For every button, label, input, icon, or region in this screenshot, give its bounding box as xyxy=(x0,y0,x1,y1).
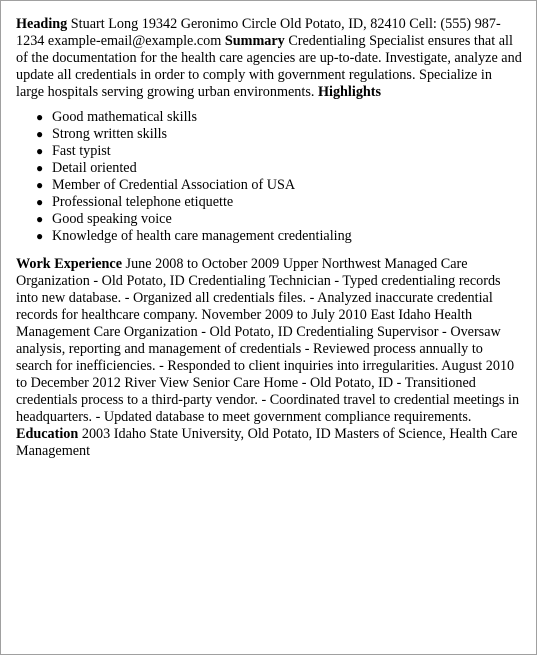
summary-label: Summary xyxy=(224,33,285,49)
highlights-label: Highlights xyxy=(317,84,382,100)
list-item: ● Fast typist xyxy=(36,143,111,159)
list-item: ● Good speaking voice xyxy=(36,211,172,227)
experience-text: June 2008 to October 2009 Upper Northwest Managed Care Organization - Old Potato, ID Credentialing Technician - Typed credentialing records into new database. - Organized all credentials files. - Analyzed inaccurate credential records for healthcare company. November 2009 to July 2010 East Idaho Health Management Care Organization - Old Potato, ID Credentialing Supervisor - Oversaw analysis, reporting and management of credentials - Reviewed process annually to search for inefficiencies. - Responded to client inquiries into irregularities. August 2010 to December 2012 River View Senior Care Home - Old Potato, ID - Transitioned credentials process to a third-party vendor. - Coordinated travel to credential meetings in headquarters. - Updated database to meet government compliance requirements. xyxy=(16,256,520,425)
education-label: Education xyxy=(16,426,79,442)
list-item: ● Good mathematical skills xyxy=(36,109,197,125)
list-item: ● Strong written skills xyxy=(36,126,168,142)
header-section xyxy=(16,16,522,101)
bullet-icon: ● xyxy=(36,212,44,226)
summary-text: Credentialing Specialist ensures that all of the documentation for the health care agencies are up-to-date. Investigate, analyze and update all credentials in order to comply with government regulations. Specialize in large hospitals serving growing urban environments. xyxy=(16,33,522,100)
list-item: ● Member of Credential Association of USA xyxy=(36,177,296,193)
list-item: ● Detail oriented xyxy=(36,160,137,176)
heading-text: Stuart Long 19342 Geronimo Circle Old Potato, ID, 82410 Cell: (555) 987-1234 example-email@example.com xyxy=(16,16,501,49)
bullet-icon: ● xyxy=(36,195,44,209)
bullet-icon: ● xyxy=(36,110,44,124)
bullet-icon: ● xyxy=(36,229,44,243)
list-item: ● Knowledge of health care management credentialing xyxy=(36,228,352,244)
bullet-icon: ● xyxy=(36,178,44,192)
list-item: ● Professional telephone etiquette xyxy=(36,194,234,210)
experience-education-section xyxy=(16,256,522,460)
bullet-icon: ● xyxy=(36,127,44,141)
bullet-icon: ● xyxy=(36,144,44,158)
heading-label: Heading xyxy=(16,16,68,32)
education-text: 2003 Idaho State University, Old Potato, ID Masters of Science, Health Care Management xyxy=(16,426,518,459)
bullet-icon: ● xyxy=(36,161,44,175)
highlights-list xyxy=(16,109,522,245)
experience-label: Work Experience xyxy=(16,256,122,272)
